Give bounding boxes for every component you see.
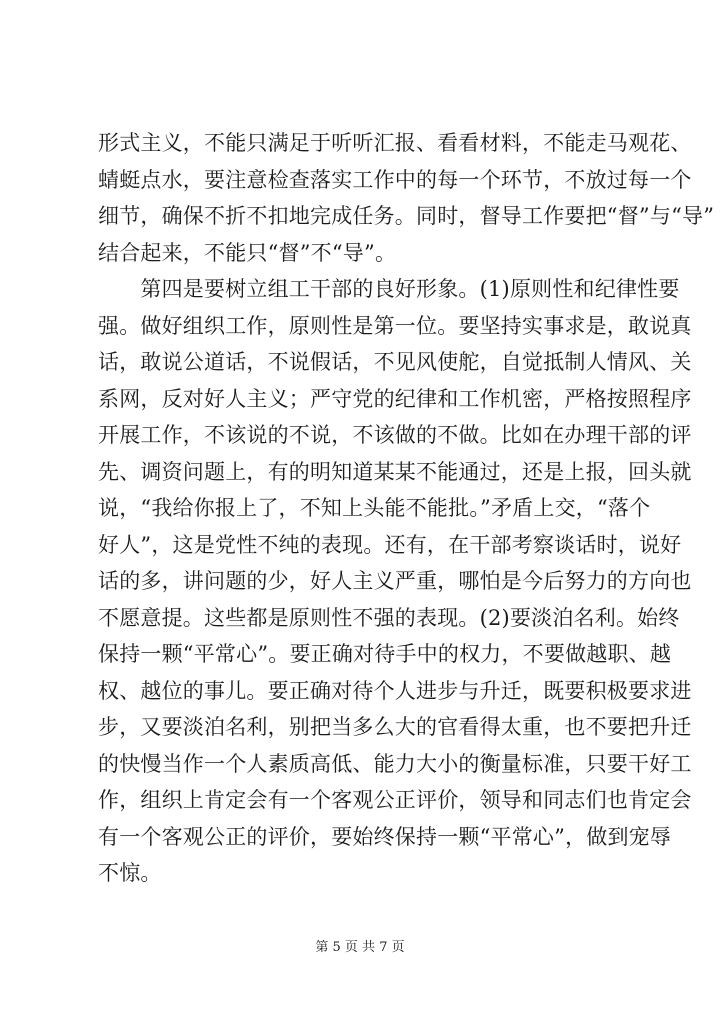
text-line: 不愿意提。这些都是原则性不强的表现。(2)要淡泊名利。始终	[98, 606, 680, 630]
text-line: 步，又要淡泊名利，别把当多么大的官看得太重，也不要把升迁	[98, 715, 692, 739]
text-line: 说，“我给你报上了，不知上头能不能批。”矛盾上交，“落个	[98, 496, 651, 520]
text-line: 的快慢当作一个人素质高低、能力大小的衡量标准，只要干好工	[98, 752, 692, 776]
text-line: 系网，反对好人主义；严守党的纪律和工作机密，严格按照程序	[98, 387, 692, 411]
text-line: 有一个客观公正的评价，要始终保持一颗“平常心”，做到宠辱	[98, 825, 672, 849]
text-line: 好人”，这是党性不纯的表现。还有，在干部考察谈话时，说好	[98, 533, 682, 557]
text-line: 结合起来，不能只“督”不“导”。	[98, 241, 397, 265]
text-line: 开展工作，不该说的不说，不该做的不做。比如在办理干部的评	[98, 423, 692, 447]
text-line: 话，敢说公道话，不说假话，不见风使舵，自觉抵制人情风、关	[98, 350, 692, 374]
text-line: 形式主义，不能只满足于听听汇报、看看材料，不能走马观花、	[98, 131, 692, 155]
text-line: 细节，确保不折不扣地完成任务。同时，督导工作要把“督”与“导”	[98, 204, 715, 228]
text-line: 强。做好组织工作，原则性是第一位。要坚持实事求是，敢说真	[98, 314, 692, 338]
text-line: 话的多，讲问题的少，好人主义严重，哪怕是今后努力的方向也	[98, 569, 692, 593]
text-line: 作，组织上肯定会有一个客观公正评价，领导和同志们也肯定会	[98, 788, 692, 812]
text-line: 权、越位的事儿。要正确对待个人进步与升迁，既要积极要求进	[98, 679, 692, 703]
page-footer: 第 5 页 共 7 页	[315, 940, 405, 955]
text-line: 蜻蜓点水，要注意检查落实工作中的每一个环节，不放过每一个	[98, 168, 692, 192]
text-line: 保持一颗“平常心”。要正确对待手中的权力，不要做越职、越	[98, 642, 672, 666]
text-line: 不惊。	[98, 861, 162, 885]
text-line: 先、调资问题上，有的明知道某某不能通过，还是上报，回头就	[98, 460, 692, 484]
text-line: 第四是要树立组工干部的良好形象。(1)原则性和纪律性要	[98, 277, 680, 301]
